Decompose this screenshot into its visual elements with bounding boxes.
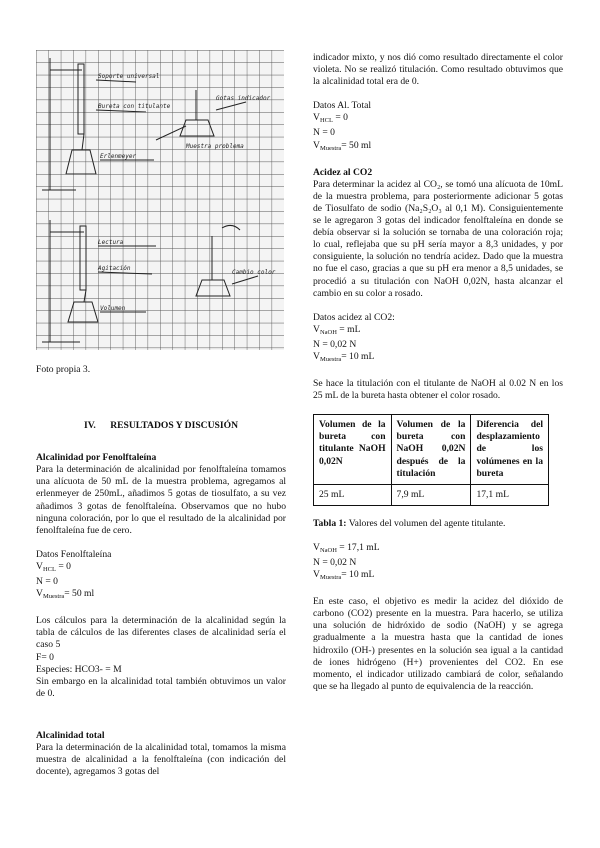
datos-fenolftaleina-v-muestra: $V_{Muestra}= 50$ ml: [36, 588, 95, 601]
paragraph-alcalinidad-total: Para la determinación de la alcalinidad total, tomamos la misma muestra de alcalinidad a la fenolftaleína (con indicación del docente), agregamos 3 gotas del: [36, 741, 286, 778]
datos-al-total-v-hcl: $V_{HCL} = 0$: [313, 112, 348, 125]
datos-al-total-title: Datos Al. Total: [313, 100, 372, 112]
table-header-cell: Diferencia del desplazamiento de los volúmenes en la bureta: [471, 415, 549, 484]
resultado-v-muestra: $V_{Muestra}= 10$ mL: [313, 569, 375, 582]
paragraph-acidez-co2: Para determinar la acidez al CO₂, se tomó una alícuota de 10mL de la muestra problema, para posteriormente adicionar 5 gotas de Tiosulfato de sodio (Na₂S₂O₃ al 0,1 M). Consiguientemente se le agregaron 3 gotas del indicador fenolftaleína en donde se debía observar si la solución se tornaba de una coloración roja; lo cual, reflejaba que su pH sería mayor a 8,3 unidades, y por consiguiente, la solución no tendría acidez. Dado que la muestra no fue el caso, gracias a que su pH era menor a 8,5 unidades, se procedió a su titulación con NaOH 0,02N, hasta alcanzar el cambio en su color a rosado.: [313, 178, 563, 299]
sketch-label-i: Volumen: [100, 305, 126, 312]
table-cell: 7,9 mL: [391, 484, 471, 505]
sketch-label-e: Gotas indicador: [216, 95, 271, 102]
resultado-v-naoh: $V_{NaOH} = 17,1$ mL: [313, 541, 380, 554]
heading-acidez-co2: Acidez al CO2: [313, 166, 373, 178]
section-number: IV.: [84, 420, 96, 432]
table-caption: Tabla 1: Valores del volumen del agente titulante.: [313, 517, 506, 529]
datos-acidez-v-naoh: $V_{NaOH}$ = mL: [313, 323, 361, 336]
paragraph-calculos: Los cálculos para la determinación de la alcalinidad según la tabla de cálculos de las diferentes clases de alcalinidad sería el caso 5: [36, 615, 286, 651]
sketch-label-c: Erlenmeyer: [100, 153, 137, 160]
right-column: [313, 52, 563, 693]
sketch-label-h: Agitación: [98, 265, 131, 272]
table-header-cell: Volumen de la bureta con titulante NaOH 0,02N: [314, 415, 392, 484]
datos-acidez-v-muestra: $V_{Muestra}= 10$ mL: [313, 350, 375, 363]
section-heading: [36, 420, 286, 432]
datos-al-total-n: N = 0: [313, 127, 335, 139]
datos-al-total-v-muestra: $V_{Muestra}= 50$ ml: [313, 139, 372, 152]
datos-fenolftaleina-v-hcl: $V_{HCL} = 0$: [36, 560, 71, 573]
datos-acidez-title: Datos acidez al CO2:: [313, 311, 395, 323]
datos-fenolftaleina-n: N = 0: [36, 576, 58, 588]
left-column: [36, 364, 286, 778]
resultado-n: N = 0,02 N: [313, 557, 357, 568]
datos-acidez-n: N = 0,02 N: [313, 338, 357, 350]
paragraph-f-value: F= 0: [36, 651, 54, 663]
datos-fenolftaleina-title: Datos Fenolftaleína: [36, 548, 112, 560]
sketch-label-f: Lectura: [98, 239, 124, 246]
paragraph-discusion-co2: En este caso, el objetivo es medir la acidez del dióxido de carbono (CO2) presente en la muestra. Para hacerlo, se utiliza una solución de hidróxido de sodio (NaOH) y se agrega gradualmente a la muestra hasta que la cantidad de iones hidroxilo (OH-) presentes en la solución sea igual a la cantidad de iones hidrógeno (H+) provenientes del CO2. En ese momento, el indicador utilizado cambiará de color, señalando que se ha llegado al punto de equivalencia de la reacción.: [313, 596, 563, 692]
table-header-row: [314, 415, 549, 484]
paragraph-titulacion: Se hace la titulación con el titulante de NaOH al 0.02 N en los 25 mL de la bureta hasta obtener el color rosado.: [313, 378, 563, 402]
lab-sketch-photo: [36, 50, 284, 350]
table-cell: 25 mL: [314, 484, 392, 505]
heading-alcalinidad-fenolftaleina: Alcalinidad por Fenolftaleína: [36, 452, 157, 464]
sketch-label-b: Bureta con titulante: [98, 103, 171, 110]
paragraph-alcalinidad-total-note: Sin embargo en la alcalinidad total también obtuvimos un valor de 0.: [36, 675, 286, 699]
photo-caption: Foto propia 3.: [36, 364, 91, 375]
table-header-cell: Volumen de la bureta con NaOH 0,02N después de la titulación: [391, 415, 471, 484]
paragraph-especies: Especies: HCO3- = M: [36, 663, 122, 675]
table-cell: 17,1 mL: [471, 484, 549, 505]
paragraph-indicador-mixto: indicador mixto, y nos dió como resultado directamente el color violeta. No se realizó titulación. Como resultado obtuvimos que la alcalinidad total era de 0.: [313, 52, 563, 88]
sketch-label-a: Soporte universal: [98, 73, 160, 80]
table-row: [314, 484, 549, 505]
sketch-label-d: Muestra problema: [186, 143, 244, 150]
section-title: RESULTADOS Y DISCUSIÓN: [110, 420, 238, 432]
titulation-table: [313, 414, 549, 506]
heading-alcalinidad-total: Alcalinidad total: [36, 729, 105, 741]
sketch-label-g: Cambio color: [232, 269, 276, 276]
paragraph-fenolftaleina: Para la determinación de alcalinidad por fenolftaleína tomamos una alícuota de 50 mL de la muestra problema, agregamos al erlenmeyer de 250mL, añadimos 5 gotas de tiosulfato, a su vez añadimos 3 gotas de fenolftaleína. Observamos que no hubo ninguna coloración, por lo que el resultado de la alcalinidad por fenolftaleína fue de cero.: [36, 464, 286, 536]
